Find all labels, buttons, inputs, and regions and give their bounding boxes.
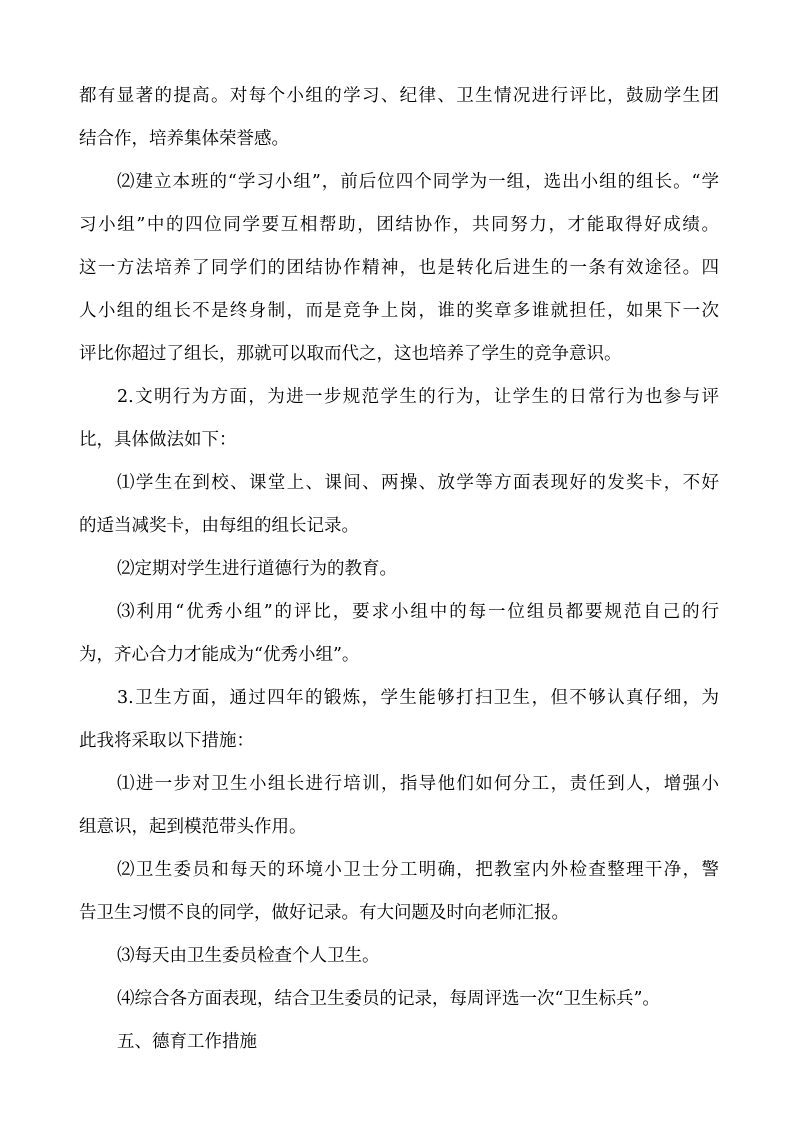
paragraph-line: 都有显著的提高。对每个小组的学习、纪律、卫生情况进行评比，鼓励学生团 <box>79 86 719 106</box>
paragraph-line: 比，具体做法如下： <box>79 430 237 450</box>
paragraph-line: 2.文明行为方面，为进一步规范学生的行为，让学生的日常行为也参与评 <box>117 387 719 407</box>
paragraph-line: 组意识，起到模范带头作用。 <box>79 817 307 837</box>
paragraph-line: ⑵建立本班的“学习小组”，前后位四个同学为一组，选出小组的组长。“学 <box>117 172 719 192</box>
paragraph-line: 评比你超过了组长，那就可以取而代之，这也培养了学生的竞争意识。 <box>79 344 622 364</box>
paragraph-line: ⑶利用“优秀小组”的评比，要求小组中的每一位组员都要规范自己的行 <box>117 602 719 622</box>
paragraph-line: 的适当减奖卡，由每组的组长记录。 <box>79 516 359 536</box>
paragraph-line: ⑵卫生委员和每天的环境小卫士分工明确，把教室内外检查整理干净，警 <box>117 860 719 880</box>
paragraph-line: 结合作，培养集体荣誉感。 <box>79 129 289 149</box>
paragraph-line: 此我将采取以下措施： <box>79 731 254 751</box>
paragraph-line: 告卫生习惯不良的同学，做好记录。有大问题及时向老师汇报。 <box>79 903 569 923</box>
section-heading: 五、德育工作措施 <box>117 1032 257 1052</box>
paragraph-line: ⑶每天由卫生委员检查个人卫生。 <box>117 946 380 966</box>
paragraph-line: 3.卫生方面，通过四年的锻炼，学生能够打扫卫生，但不够认真仔细，为 <box>117 688 719 708</box>
paragraph-line: 人小组的组长不是终身制，而是竞争上岗，谁的奖章多谁就担任，如果下一次 <box>79 301 719 321</box>
paragraph-line: 这一方法培养了同学们的团结协作精神，也是转化后进生的一条有效途径。四 <box>79 258 719 278</box>
paragraph-line: 习小组”中的四位同学要互相帮助，团结协作，共同努力，才能取得好成绩。 <box>79 215 719 235</box>
paragraph-line: 为，齐心合力才能成为“优秀小组”。 <box>79 645 360 665</box>
paragraph-line: ⑷综合各方面表现，结合卫生委员的记录，每周评选一次“卫生标兵”。 <box>117 989 660 1009</box>
paragraph-line: ⑴进一步对卫生小组长进行培训，指导他们如何分工，责任到人，增强小 <box>117 774 719 794</box>
paragraph-line: ⑵定期对学生进行道德行为的教育。 <box>117 559 397 579</box>
paragraph-line: ⑴学生在到校、课堂上、课间、两操、放学等方面表现好的发奖卡，不好 <box>117 473 719 493</box>
